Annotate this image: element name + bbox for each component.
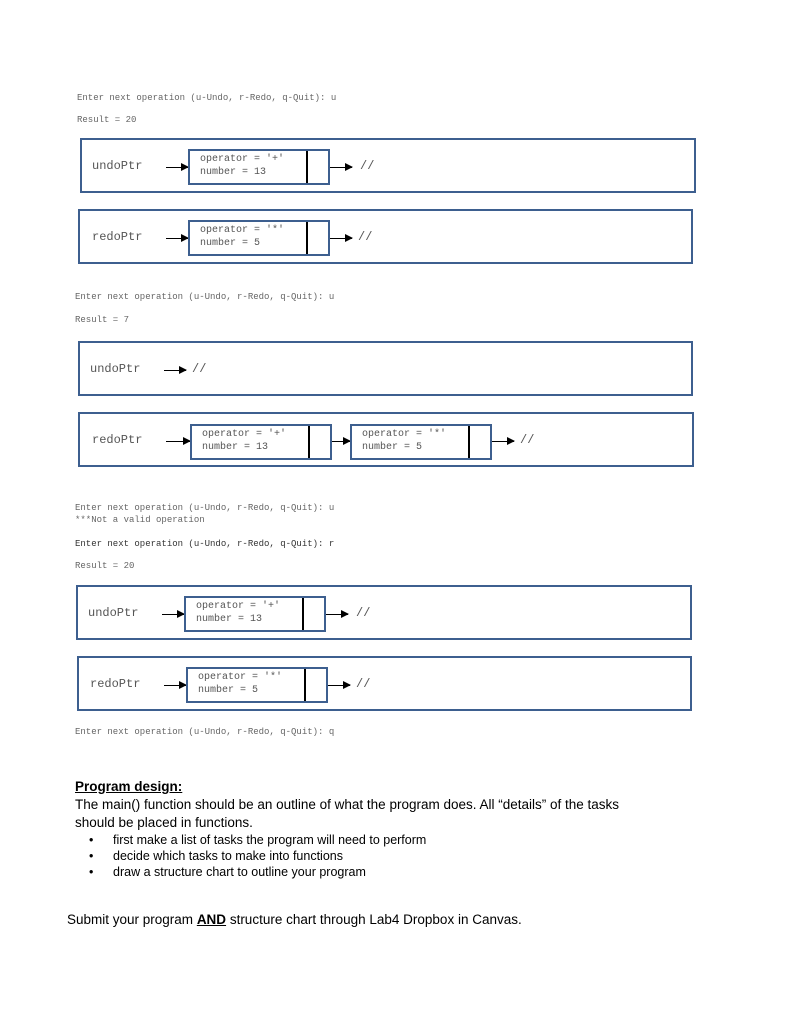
- list-node: [188, 220, 330, 256]
- prompt-line: Enter next operation (u-Undo, r-Redo, q-Quit): u: [75, 292, 335, 302]
- program-design-section: [75, 778, 755, 880]
- undo-pointer-label: undoPtr: [88, 606, 139, 620]
- submit-instruction: [67, 911, 767, 929]
- arrow: [492, 441, 514, 442]
- arrow: [166, 238, 188, 239]
- null-terminator: //: [192, 362, 207, 376]
- prompt-line: Enter next operation (u-Undo, r-Redo, q-Quit): u: [77, 93, 337, 103]
- null-terminator: //: [520, 433, 535, 447]
- node-number: number = 13: [196, 614, 263, 625]
- paragraph-line: should be placed in functions.: [75, 815, 253, 830]
- result-line: Result = 20: [75, 561, 135, 571]
- undo-stack-box: [80, 138, 696, 193]
- list-item: • draw a structure chart to outline your program: [75, 864, 755, 880]
- submit-text: Submit your program: [67, 912, 197, 927]
- list-node: [184, 596, 326, 632]
- prompt-line: Enter next operation (u-Undo, r-Redo, q-Quit): q: [75, 727, 335, 737]
- null-terminator: //: [356, 677, 371, 691]
- undo-stack-box: [78, 341, 693, 396]
- arrow: [166, 167, 188, 168]
- list-node: [190, 424, 332, 460]
- list-node: [186, 667, 328, 703]
- null-terminator: //: [360, 159, 375, 173]
- arrow: [166, 441, 190, 442]
- node-number: number = 13: [200, 167, 267, 178]
- node-operator: operator = '+': [196, 601, 281, 612]
- prompt-line: Enter next operation (u-Undo, r-Redo, q-Quit): u: [75, 503, 335, 513]
- redo-pointer-label: redoPtr: [92, 433, 143, 447]
- submit-emphasis: AND: [196, 912, 227, 927]
- redo-stack-box: [77, 656, 692, 711]
- node-number: number = 5: [198, 685, 259, 696]
- node-operator: operator = '+': [200, 154, 285, 165]
- result-line: Result = 7: [75, 315, 130, 325]
- list-node: [350, 424, 492, 460]
- node-number: number = 5: [200, 238, 261, 249]
- submit-text: structure chart through Lab4 Dropbox in Canvas.: [226, 912, 522, 927]
- node-operator: operator = '*': [362, 429, 447, 440]
- arrow: [330, 238, 352, 239]
- list-item: • decide which tasks to make into functions: [75, 848, 755, 864]
- undo-pointer-label: undoPtr: [92, 159, 143, 173]
- arrow: [162, 614, 184, 615]
- redo-pointer-label: redoPtr: [90, 677, 141, 691]
- arrow: [326, 614, 348, 615]
- arrow: [164, 370, 186, 371]
- result-line: Result = 20: [77, 115, 137, 125]
- node-number: number = 13: [202, 442, 269, 453]
- list-item: • first make a list of tasks the program will need to perform: [75, 832, 755, 848]
- redo-stack-box: [78, 209, 693, 264]
- node-operator: operator = '*': [198, 672, 283, 683]
- undo-pointer-label: undoPtr: [90, 362, 141, 376]
- arrow: [164, 685, 186, 686]
- prompt-line: Enter next operation (u-Undo, r-Redo, q-Quit): r: [75, 539, 335, 549]
- section-heading: Program design:: [75, 779, 183, 794]
- redo-stack-box: [78, 412, 694, 467]
- paragraph-line: The main() function should be an outline of what the program does. All “details” of the tasks: [75, 797, 620, 812]
- node-operator: operator = '*': [200, 225, 285, 236]
- arrow: [328, 685, 350, 686]
- node-operator: operator = '+': [202, 429, 287, 440]
- node-number: number = 5: [362, 442, 423, 453]
- undo-stack-box: [76, 585, 692, 640]
- list-node: [188, 149, 330, 185]
- task-list: [75, 832, 755, 880]
- arrow: [332, 441, 350, 442]
- arrow: [330, 167, 352, 168]
- redo-pointer-label: redoPtr: [92, 230, 143, 244]
- null-terminator: //: [356, 606, 371, 620]
- null-terminator: //: [358, 230, 373, 244]
- error-line: ***Not a valid operation: [75, 515, 205, 525]
